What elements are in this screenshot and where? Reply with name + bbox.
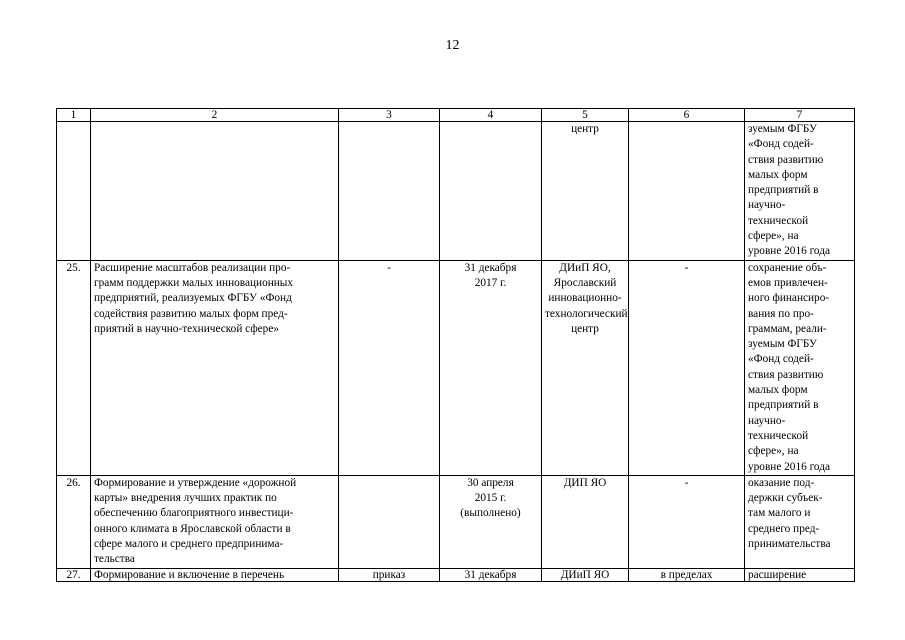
cell-text-line: зуемым ФГБУ: [748, 123, 817, 135]
cell-text-line: 2015 г.: [474, 492, 507, 505]
column-number-header-row: [57, 109, 855, 122]
cell-text-line: «Фонд содей-: [748, 353, 814, 366]
cell-text-line: ного финансиро-: [748, 292, 830, 305]
cell-text-line: тельства: [94, 553, 135, 566]
cell-text-line: принимательства: [748, 538, 831, 551]
cell-text-line: предприятий, реализуемых ФГБУ «Фонд: [94, 292, 292, 305]
cell-text-line: научно-: [748, 199, 786, 212]
cell-text-line: ствия развитию: [748, 153, 824, 166]
cell-text-line: приказ: [372, 568, 406, 581]
table-row: [57, 260, 855, 475]
measure-cell: [91, 122, 339, 261]
row-number-cell: 25.: [57, 260, 91, 475]
cell-text-line: карты» внедрения лучших практик по: [94, 492, 277, 505]
cell-text-line: ДИиП ЯО: [560, 568, 610, 581]
cell-text-line: технологический: [545, 307, 628, 320]
cell-text-line: онного климата в Ярославской области в: [94, 522, 291, 535]
executor-cell: [542, 122, 629, 261]
cell-text-line: малых форм: [748, 168, 808, 181]
funding-cell: [629, 475, 745, 568]
cell-text-line: емов привлечен-: [748, 276, 828, 289]
cell-text-line: держки субъек-: [748, 492, 823, 505]
cell-text-line: Ярославский: [553, 276, 617, 289]
cell-text-line: (выполнено): [460, 507, 521, 520]
cell-text-line: граммам, реали-: [748, 322, 827, 335]
cell-text-line: сохранение объ-: [748, 261, 827, 274]
page-number: 12: [445, 38, 460, 53]
row-number-cell: 26.: [57, 475, 91, 568]
table-row: [57, 122, 855, 261]
column-number: 6: [629, 109, 745, 122]
document-cell: [339, 122, 440, 261]
cell-text-line: грамм поддержки малых инновационных: [94, 276, 294, 289]
cell-text-line: ствия развитию: [748, 368, 824, 381]
column-number: 3: [339, 109, 440, 122]
cell-text-line: зуемым ФГБУ: [748, 338, 817, 351]
deadline-cell: [440, 568, 542, 581]
measure-cell: [91, 260, 339, 475]
funding-cell: [629, 260, 745, 475]
document-cell: [339, 568, 440, 581]
row-number-cell: 27.: [57, 568, 91, 581]
cell-text-line: ДИиП ЯО,: [559, 261, 611, 274]
deadline-cell: [440, 260, 542, 475]
deadline-cell: [440, 122, 542, 261]
result-cell: [745, 475, 855, 568]
cell-text-line: инновационно-: [548, 292, 622, 305]
funding-cell: [629, 122, 745, 261]
cell-text-line: обеспечению благоприятного инвестици-: [94, 507, 294, 520]
measure-cell: [91, 475, 339, 568]
cell-text-line: центр: [571, 123, 599, 135]
cell-text-line: -: [387, 261, 391, 274]
row-number-cell: [57, 122, 91, 261]
cell-text-line: оказание под-: [748, 476, 815, 489]
cell-text-line: 30 апреля: [467, 476, 514, 489]
cell-text-line: предприятий в: [748, 184, 819, 197]
cell-text-line: 2017 г.: [474, 276, 507, 289]
cell-text-line: содействия развитию малых форм пред-: [94, 307, 288, 320]
measures-table: [56, 108, 855, 582]
cell-text-line: центр: [571, 322, 599, 335]
cell-text-line: в пределах: [660, 568, 713, 581]
column-number: 2: [91, 109, 339, 122]
cell-text-line: малых форм: [748, 384, 808, 397]
cell-text-line: сфере», на: [748, 230, 799, 243]
measure-cell: [91, 568, 339, 581]
cell-text-line: «Фонд содей-: [748, 138, 814, 151]
cell-text-line: там малого и: [748, 507, 811, 520]
document-cell: [339, 475, 440, 568]
executor-cell: [542, 568, 629, 581]
cell-text-line: расширение: [748, 568, 807, 581]
cell-text-line: приятий в научно-технической сфере»: [94, 322, 279, 335]
cell-text-line: уровне 2016 года: [748, 460, 831, 473]
cell-text-line: Расширение масштабов реализации про-: [94, 261, 291, 274]
cell-text-line: предприятий в: [748, 399, 819, 412]
cell-text-line: уровне 2016 года: [748, 245, 831, 258]
cell-text-line: 31 декабря: [464, 261, 517, 274]
cell-text-line: технической: [748, 214, 809, 227]
table-row: [57, 568, 855, 581]
result-cell: [745, 568, 855, 581]
column-number: 7: [745, 109, 855, 122]
cell-text-line: сфере малого и среднего предпринима-: [94, 538, 284, 551]
cell-text-line: технической: [748, 429, 809, 442]
executor-cell: [542, 260, 629, 475]
result-cell: [745, 122, 855, 261]
column-number: 5: [542, 109, 629, 122]
cell-text-line: 31 декабря: [464, 568, 517, 581]
column-number: 1: [57, 109, 91, 122]
executor-cell: [542, 475, 629, 568]
table-row: [57, 475, 855, 568]
cell-text-line: среднего пред-: [748, 522, 820, 535]
cell-text-line: сфере», на: [748, 445, 799, 458]
cell-text-line: -: [684, 476, 689, 489]
deadline-cell: [440, 475, 542, 568]
cell-text-line: -: [684, 261, 689, 274]
funding-cell: [629, 568, 745, 581]
cell-text-line: вания по про-: [748, 307, 814, 320]
result-cell: [745, 260, 855, 475]
cell-text-line: ДИП ЯО: [563, 476, 607, 489]
document-cell: [339, 260, 440, 475]
cell-text-line: Формирование и утверждение «дорожной: [94, 476, 297, 489]
cell-text-line: Формирование и включение в перечень: [94, 568, 285, 581]
cell-text-line: научно-: [748, 414, 786, 427]
column-number: 4: [440, 109, 542, 122]
